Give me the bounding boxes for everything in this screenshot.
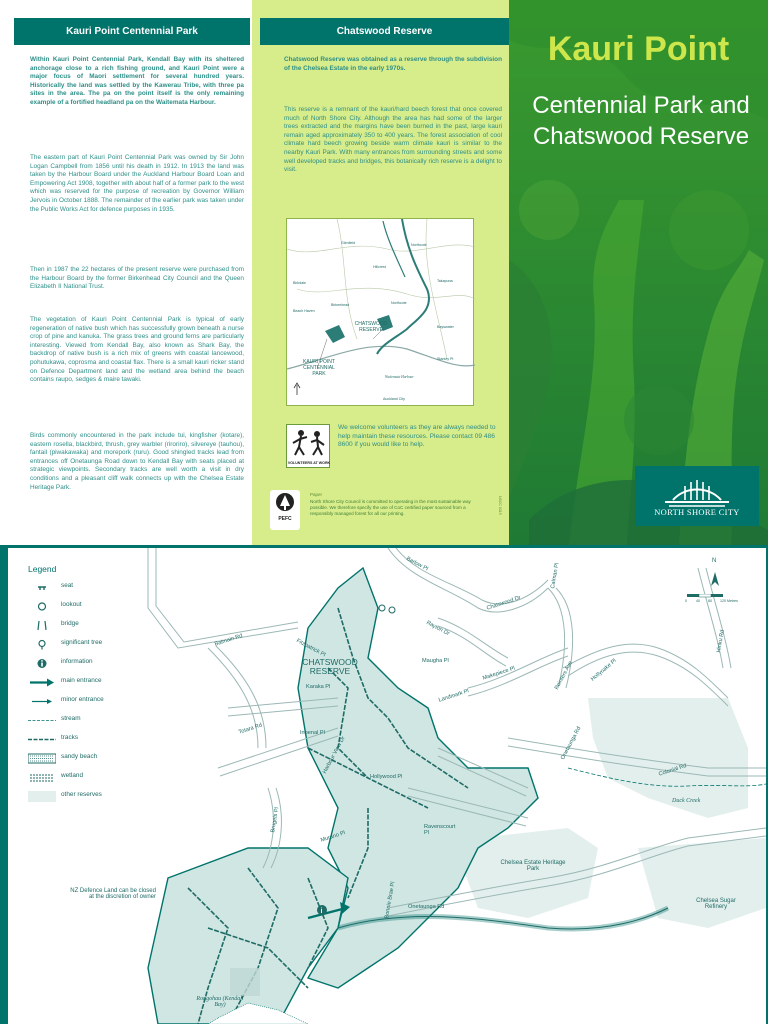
north-shore-city-text: NORTH SHORE CITY (654, 507, 740, 517)
street-label: Rayton Dr (425, 620, 451, 638)
north-arrow-icon (707, 564, 723, 588)
north-label: N (712, 558, 717, 564)
minor-entrance-arrow-icon (28, 696, 56, 707)
street-label: Ravenscourt Pl (424, 824, 456, 836)
street-label: Pointers Ave (554, 660, 574, 691)
legend-label: sandy beach (61, 753, 98, 760)
legend-label: lookout (61, 601, 82, 608)
volunteers-logo (286, 424, 330, 468)
mini-map-kauri-label: KAURI POINT CENTENNIAL PARK (303, 359, 335, 377)
tracks-line-icon (28, 734, 56, 745)
bridge-icon (28, 620, 56, 631)
legend-item-bridge (28, 618, 148, 637)
mini-map-label: Northcote (411, 243, 427, 247)
scale-label: 0 (685, 599, 687, 603)
chatswood-heading: Chatswood Reserve (260, 18, 509, 45)
mini-map-label: Northcote (391, 301, 407, 305)
legend-label: significant tree (61, 639, 103, 646)
kauri-point-purchase: Then in 1987 the 22 hectares of the present reserve were purchased from the Harbour Board by the former Birkenhead City Council and the Queen Elizabeth II National Trust. (30, 266, 244, 291)
cover-forest-image (509, 0, 768, 545)
street-label: Colonial Rd (658, 763, 688, 778)
wetland-swatch-icon (28, 772, 56, 783)
sandy-beach-swatch-icon (28, 753, 56, 764)
kauri-point-intro: Within Kauri Point Centennial Park, Kendall Bay with its sheltered anchorage close to a rich fishing ground, and Kauri Point were a major focus of Maori settlement for several hundred years. Historically the land was settled by the Kawerau Tribe, with three pa sites in the area. The pa on the point itself is the only remaining example of a fortified headland pa on the Waitemata Harbour. (30, 56, 244, 106)
legend-item-stream (28, 713, 148, 732)
lookout-icon (28, 601, 56, 612)
street-label: Balmain Rd (214, 633, 244, 648)
street-label: Barlow Pl (405, 556, 429, 573)
kauri-point-vegetation: The vegetation of Kauri Point Centennial Park is typical of early regeneration of native bush which has successfully grown beneath a nurse crop of pine and kanuka. The grass trees and ground ferns are particularly interesting. Viewed from Kendall Bay, also known as Shark Bay, the backdrop of native bush is a rich mix of greens with coastal lancewood, pohutukawa, coprosma and coastal flax. There is a small kauri ricker stand on Defence Department land and the wetland area behind the beach contains raupo, sedges & maire tawaki. (30, 316, 244, 384)
tree-icon (28, 639, 56, 650)
legend-title: Legend (28, 564, 57, 574)
reserve-map (8, 548, 766, 1024)
mini-map-label: Birkenhead (331, 303, 350, 307)
mini-map-label: Takapuna (437, 279, 453, 283)
paper-label: Paper (310, 492, 323, 497)
map-legend (28, 564, 148, 808)
legend-item-information (28, 656, 148, 675)
street-label: Hollyoake Pl (590, 658, 618, 683)
street-label: Karaka Pl (306, 684, 331, 690)
cover-subtitle: Centennial Park and Chatswood Reserve (532, 92, 750, 150)
north-shore-city-emblem-icon (635, 472, 759, 512)
street-label: Maugha Pl (422, 658, 449, 664)
street-label: Harbour View Dr (322, 735, 347, 775)
legend-label: tracks (61, 734, 79, 741)
seat-icon (28, 582, 56, 593)
chatswood-reserve-label: CHATSWOOD RESERVE (302, 657, 358, 676)
street-label: Calman Pl (550, 562, 561, 590)
street-label: Murano Pl (320, 830, 347, 844)
legend-item-minor-entrance (28, 694, 148, 713)
street-label: Fitzpatrick Pl (295, 638, 327, 659)
legend-label: wetland (61, 772, 84, 779)
mini-map-label: Glenfield (341, 241, 356, 245)
mini-map-label: Auckland City (383, 397, 405, 401)
volunteers-figure-icon (287, 425, 331, 459)
legend-label: minor entrance (61, 696, 104, 703)
street-label: Hinku Rd (716, 629, 726, 654)
paper-text: North Shore City Council is committed to operating in the most sustainable way possible. We therefore specify the use of CoC certified paper sourced from a responsibly managed forest for all our printing. (310, 499, 471, 517)
print-code: NSCC 0319 (498, 496, 502, 515)
pefc-logo (270, 490, 300, 530)
street-label: Onetaunga Rd (560, 725, 583, 761)
legend-item-sandy-beach (28, 751, 148, 770)
legend-item-main-entrance (28, 675, 148, 694)
street-label: Makepiece Pl (482, 665, 516, 682)
legend-item-other-reserves (28, 789, 148, 808)
street-label: Chatswood Dr (486, 595, 522, 612)
chelsea-estate-label: Chelsea Estate Heritage Park (500, 860, 566, 872)
svg-text:i: i (320, 908, 323, 915)
information-icon (28, 658, 56, 669)
chelsea-sugar-label: Chelsea Sugar Refinery (696, 898, 736, 910)
mini-map-label: Stanley Pt (437, 357, 454, 361)
volunteers-logo-text: VOLUNTEERS AT WORK (287, 461, 331, 465)
legend-label: bridge (61, 620, 79, 627)
north-shore-city-logo (635, 466, 759, 526)
map-panel (0, 545, 768, 1024)
kauri-point-column (0, 0, 252, 545)
legend-label: main entrance (61, 677, 102, 684)
volunteers-text: We welcome volunteers as they are always needed to help maintain these resources. Please contact 09 486 8600 if you would like to help. (338, 424, 496, 449)
pefc-tree-icon (270, 490, 300, 516)
mini-map-drawing (287, 219, 475, 407)
kauri-point-history: The eastern part of Kauri Point Centennial Park was owned by Sir John Logan Campbell from 1856 until his death in 1912. In 1913 the land was taken by the Harbour Board under the Auckland Harbour Board Loan and Empowering Act 1908, together with about half of a former park to the west which was reserved for the purpose of recreation by Governor William Jervois in October 1888. The remainder of the earlier park was taken under the Public Works Act for defence purposes in 1935. (30, 154, 244, 213)
cover-panel (509, 0, 768, 545)
other-reserves-swatch-icon (28, 791, 56, 802)
rongohau-label: Rongohau (Kendall Bay) (196, 996, 244, 1008)
street-label: Landmark Pl (438, 688, 470, 704)
mini-map-label: Waitemata Harbour (385, 375, 414, 379)
kauri-point-birds: Birds commonly encountered in the park include tui, kingfisher (kotare), eastern rosella, blackbird, thrush, grey warbler (riroriro), silvereye (tauhou), fantail (piwakawaka) and morepork (ruru). Good shingled tracks lead from entrances off Onetaunga Road down to Kendall Bay with seats placed at strategic viewpoints. Secondary tracks are well worth a visit in dry conditions and a pleasant cliff walk connects up with the Chelsea Estate Heritage Park. (30, 432, 244, 491)
street-label: Bonnie Brae Pl (384, 881, 397, 920)
duck-creek-label: Duck Creek (672, 798, 701, 804)
mini-map-label: Bayswater (437, 325, 454, 329)
mini-map-chatswood-label: CHATSWOOD RESERVE (354, 321, 388, 333)
paper-info (270, 490, 509, 540)
mini-map-label: Birkdale (293, 281, 306, 285)
nz-defence-land-label: NZ Defence Land can be closed at the discretion of owner (70, 888, 156, 900)
chatswood-description: This reserve is a remnant of the kauri/hard beech forest that once covered much of North Shore City. Although the area has had some of the larger trees extracted and the margins have been burned in the past, large kauri remain aged approximately 350 to 400 years. The forest association of cool climate hard beech growing beside warm climate kauri is similar to the nearby Kauri Park. With many entrances from surrounding streets and some well developed tracks and bridges, this botanically rich reserve is a delight to visit. (284, 106, 502, 174)
mini-map-label: Beach Haven (293, 309, 315, 313)
stream-line-icon (28, 715, 56, 726)
main-entrance-arrow-icon (28, 677, 56, 688)
legend-item-lookout (28, 599, 148, 618)
legend-item-tracks (28, 732, 148, 751)
legend-label: information (61, 658, 93, 665)
street-label: Hollywood Pl (370, 774, 403, 780)
mini-map-label: Hillcrest (373, 265, 386, 269)
cover-title: Kauri Point (547, 30, 730, 68)
legend-item-wetland (28, 770, 148, 789)
chatswood-column (252, 0, 509, 545)
pefc-logo-text: PEFC (278, 516, 292, 522)
street-label: Onetaunga Rd (408, 904, 445, 910)
legend-label: seat (61, 582, 74, 589)
street-label: Totara Rd (238, 722, 263, 736)
scale-label: 40 (696, 599, 700, 603)
legend-label: stream (61, 715, 81, 722)
scale-label: 120 Metres (720, 599, 738, 603)
legend-label: other reserves (61, 791, 102, 798)
scale-label: 80 (708, 599, 712, 603)
legend-item-seat (28, 580, 148, 599)
kauri-point-heading: Kauri Point Centennial Park (14, 18, 250, 45)
chatswood-intro: Chatswood Reserve was obtained as a reserve through the subdivision of the Chelsea Estate in the early 1970s. (284, 56, 502, 72)
legend-item-significant-tree (28, 637, 148, 656)
volunteers-section (286, 424, 502, 474)
street-label: Inbenal Pl (300, 730, 325, 736)
location-mini-map (286, 218, 474, 406)
street-label: Brugels Pl (270, 806, 281, 834)
